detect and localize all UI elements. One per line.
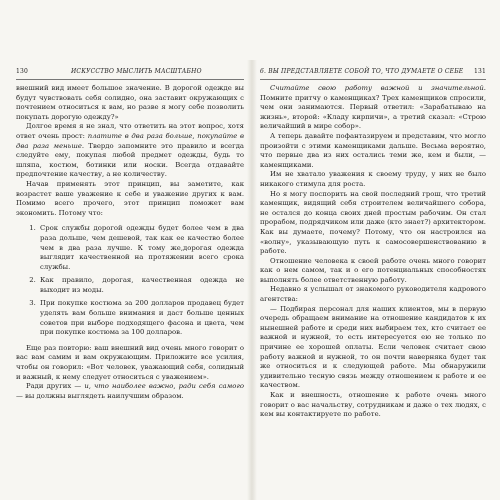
emphasis: и, что наиболее важно, ради себя самого [84, 382, 244, 391]
right-running-head [260, 68, 486, 80]
list-item: 3. При покупке костюма за 200 долларов продавец будет уделять вам больше внимания и даст больше ценных советов при выборе подходящего фасона и цвета, чем при покупке костюма за 100 долларов. [38, 299, 244, 337]
right-page-text [260, 84, 486, 420]
left-page-number: 130 [16, 68, 29, 75]
paragraph: внешний вид имеет большое значение. В дорогой одежде вы будут чувствовать себя солидно, она заставит окружающих с почтением относиться к вам, но разве я могу себе позволить покупать дорогую одежду?» [16, 84, 244, 121]
list-item: 2. Как правило, дорогая, качественная одежда не выходит из моды. [38, 276, 244, 295]
text-run: — вы должны выглядеть наилучшим образом. [16, 391, 184, 400]
emphasis: Считайте свою работу важной и значительной. [270, 84, 486, 92]
paragraph: Как и внешность, отношение к работе очень много говорит о вас начальству, сотрудникам и даже о тех людях, с кем вы контактируете по работе. [260, 391, 486, 419]
left-running-title: ИСКУССТВО МЫСЛИТЬ МАСШТАБНО [71, 68, 202, 75]
paragraph: Еще раз повторю: ваш внешний вид очень много говорит о вас вам самим и вам окружающим. Приложите все усилия, чтобы он говорил: «Вот человек, уважающий себя, солидный и важный, к нему следует относиться с уважением». [16, 343, 244, 381]
paragraph: Недавно я услышал от знакомого руководителя кадрового агентства: [260, 285, 486, 304]
paragraph: Отношение человека к своей работе очень много говорит как о нем самом, так и о его потенциальных способностях выполнять более ответственную работу. [260, 256, 486, 284]
text-run: Долгое время я не знал, что ответить на этот вопрос, хотя ответ очень прост: [16, 122, 244, 140]
text-run: Твердо запомните это правило и всегда следуйте ему, покупая любой предмет одежды, будь то шляпа, костюм, ботинки или носки. Всегда отдавайте предпочтение качеству, а не количеству. [16, 141, 244, 179]
emphasis: платите в два раза больше, покупайте в два раза меньше. [16, 131, 244, 150]
numbered-list [16, 224, 244, 338]
paragraph: — Подбирая персонал для наших клиентов, мы в первую очередь обращаем внимание на отношение кандидатов к их нынешней работе и среди них выбираем тех, кто считает ее важной и нужной, то есть интересуется ею не только по причине ее хорошей оплаты. Если человек считает свою работу важной и нужной, то он почти наверняка будет так же относиться и к следующей работе. Мы обнаружили удивительно тесную связь между отношением к работе и ее качеством. [260, 304, 486, 390]
paragraph [16, 122, 244, 180]
left-page-text [16, 84, 244, 401]
book-gutter [247, 60, 257, 500]
right-page-number: 131 [473, 68, 486, 75]
paragraph: Им не хватало уважения к своему труду, у них не было никакого стимула для роста. [260, 170, 486, 188]
paragraph [260, 84, 486, 132]
paragraph [16, 382, 244, 401]
paragraph: Начав применять этот принцип, вы заметите, как возрастет ваше уважение к себе и уважение других к вам. Помимо всего прочего, этот принцип поможет вам экономить. Потому что: [16, 179, 244, 217]
paragraph: А теперь давайте пофантазируем и представим, что могло произойти с этими каменщиками дальше. Весьма вероятно, что первые два из них остались теми же, кем и были, — каменщиками. [260, 131, 486, 169]
text-run: Помните притчу о каменщиках? Трех каменщиков спросили, чем они занимаются. Первый ответил: «Зарабатываю на жизнь», второй: «Кладу кирпичи», а третий сказал: «Строю величайший в мире собор». [260, 93, 486, 131]
list-item: 1. Срок службы дорогой одежды будет более чем в два раза дольше, чем дешевой, так как ее качество более чем в два раза лучше. К тому же,дорогая одежда выглядит качественной на протяжении всего срока службы. [38, 224, 244, 272]
paragraph: Но я могу поспорить на свой последний грош, что третий каменщик, видящий себя строителем величайшего собора, не остался до конца своих дней простым рабочим. Он стал прорабом, подрядчиком или даже (кто знает?) архитектором. Как вы думаете, почему? Потому, что он настроился на «волну», указывающую путь к самосовершенствованию в работе. [260, 189, 486, 256]
text-run: Ради других — [26, 382, 85, 391]
left-running-head [16, 68, 244, 80]
right-chapter-title: 6. ВЫ ПРЕДСТАВЛЯЕТЕ СОБОЙ ТО, ЧТО ДУМАЕТЕ О СЕБЕ [260, 68, 464, 75]
